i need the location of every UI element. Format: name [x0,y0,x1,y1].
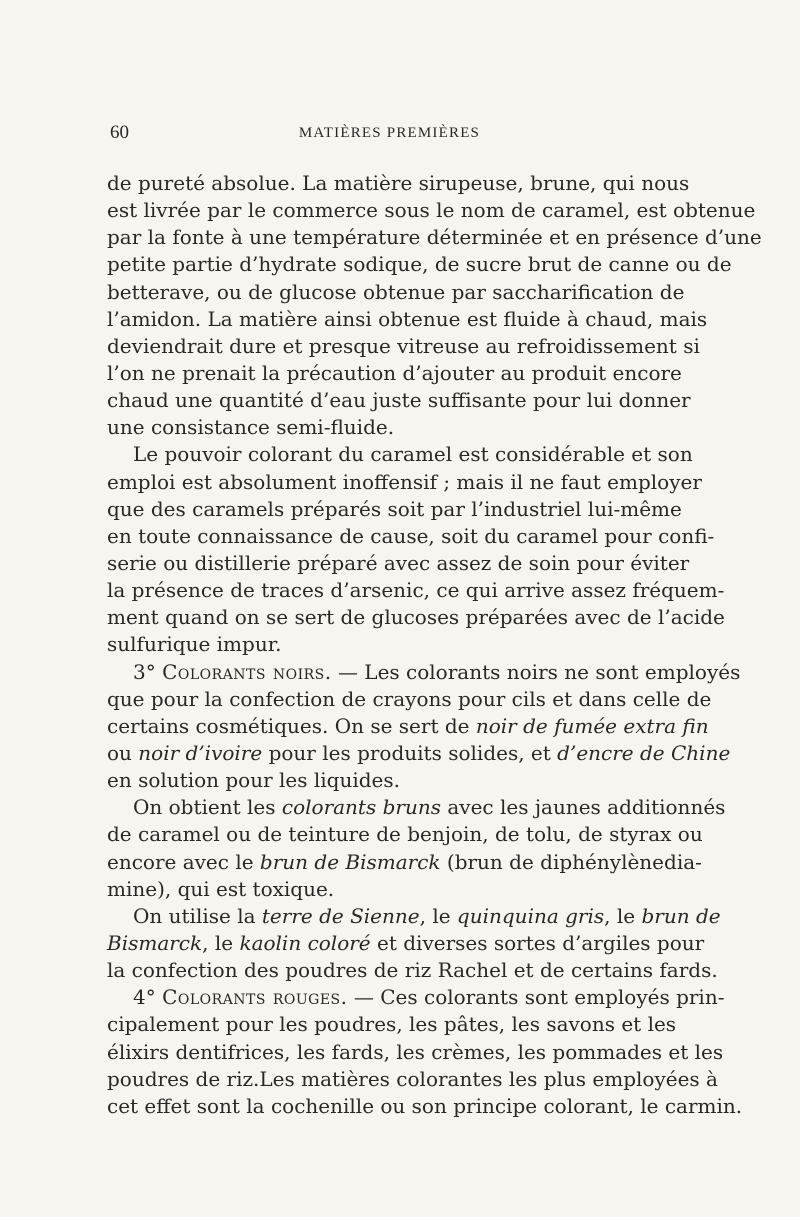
italic-term: noir de fumée extra fin [475,713,709,738]
text-line [107,631,672,658]
text-line [107,170,690,197]
text-span: l’amidon. La matière ainsi obtenue est fluide à chaud, mais [107,306,708,331]
italic-term: colorants bruns [281,795,441,820]
text-line [107,604,725,631]
italic-term: brun de [641,903,721,928]
text-span: serie ou distillerie préparé avec assez de soin pour éviter [107,550,690,575]
text-line [107,414,672,441]
text-span: petite partie d’hydrate sodique, de sucre brut de canne ou de [107,252,732,277]
text-span: la confection des poudres de riz Rachel et de certains fards. [107,958,718,983]
text-line [107,523,715,550]
text-span: avec les jaunes additionnés [440,795,726,820]
text-line [107,224,762,251]
italic-term: Bismarck [107,930,203,955]
text-span: est livrée par le commerce sous le nom de caramel, est obtenue [107,198,756,223]
text-line [107,441,693,468]
text-span: élixirs dentifrices, les fards, les crèmes, les pommades et les [107,1039,724,1064]
text-span: cet effet sont la cochenille ou son principe colorant, le carmin. [107,1093,743,1118]
body-text [107,170,762,1120]
italic-term: noir d’ivoire [138,740,263,765]
text-span: — Ces colorants sont employés prin- [347,985,725,1010]
text-line [107,387,691,414]
text-line [107,496,682,523]
text-line [107,984,725,1011]
text-line [107,821,703,848]
text-span: une consistance semi-fluide. [107,415,395,440]
text-line [107,306,708,333]
text-span: l’on ne prenait la précaution d’ajouter au produit encore [107,360,682,385]
text-line [107,279,685,306]
text-span: cipalement pour les poudres, les pâtes, les savons et les [107,1012,677,1037]
text-line [107,577,725,604]
text-span: en toute connaissance de cause, soit du caramel pour confi- [107,523,715,548]
text-line [107,767,672,794]
text-line [107,903,721,930]
text-line [107,469,702,496]
text-line [107,360,682,387]
text-span: Le pouvoir colorant du caramel est considérable et son [133,442,693,467]
italic-term: terre de Sienne [261,903,420,928]
text-span: certains cosmétiques. On se sert de [107,713,476,738]
text-span: , le [202,930,240,955]
text-span: (brun de diphénylènedia- [440,849,702,874]
italic-term: kaolin coloré [239,930,371,955]
text-span: , le [419,903,457,928]
italic-term: d’encre de Chine [557,740,731,765]
text-span: de pureté absolue. La matière sirupeuse, brune, qui nous [107,171,690,195]
text-span: par la fonte à une température déterminée et en présence d’une [107,225,762,250]
text-span: ment quand on se sert de glucoses préparées avec de l’acide [107,605,725,630]
page-number: 60 [110,122,129,143]
text-line [107,1039,724,1066]
text-span: On obtient les [133,795,282,820]
text-span: betterave, ou de glucose obtenue par saccharification de [107,279,685,304]
text-span: que des caramels préparés soit par l’industriel lui-même [107,496,682,521]
text-span: pour les produits solides, et [262,740,558,765]
text-line [107,794,726,821]
text-span: chaud une quantité d’eau juste suffisante pour lui donner [107,388,691,413]
text-span: 3° [133,659,163,684]
text-span: et diverses sortes d’argiles pour [370,930,705,955]
text-line [107,740,731,767]
italic-term: quinquina gris [456,903,605,928]
text-span: On utilise la [133,903,262,928]
text-span: sulfurique impur. [107,632,282,657]
text-line [107,713,709,740]
text-span: ou [107,740,139,765]
text-line [107,550,690,577]
text-line [107,659,741,686]
section-heading: Colorants noirs. [162,659,332,684]
text-span: poudres de riz.Les matières colorantes les plus employées à [107,1066,718,1091]
running-head: MATIÈRES PREMIÈRES [298,125,481,141]
text-span: — Les colorants noirs ne sont employés [331,659,741,684]
text-line [107,1066,718,1093]
page-header [107,122,672,146]
text-line [107,333,700,360]
text-line [107,1011,677,1038]
text-span: que pour la confection de crayons pour cils et dans celle de [107,686,712,711]
text-span: mine), qui est toxique. [107,876,335,901]
text-span: en solution pour les liquides. [107,768,400,793]
text-span: encore avec le [107,849,260,874]
text-span: la présence de traces d’arsenic, ce qui arrive assez fréquem- [107,578,725,603]
section-heading: Colorants rouges. [162,985,348,1010]
text-line [107,930,705,957]
text-line [107,957,718,984]
text-line [107,1093,743,1120]
text-line [107,849,702,876]
text-span: de caramel ou de teinture de benjoin, de tolu, de styrax ou [107,822,703,847]
text-line [107,251,732,278]
text-span: deviendrait dure et presque vitreuse au refroidissement si [107,333,700,358]
text-line [107,876,672,903]
text-span: emploi est absolument inoffensif ; mais il ne faut employer [107,469,702,494]
text-span: , le [604,903,642,928]
text-line [107,197,756,224]
italic-term: brun de Bismarck [259,849,441,874]
text-span: 4° [133,985,163,1010]
text-line [107,686,712,713]
